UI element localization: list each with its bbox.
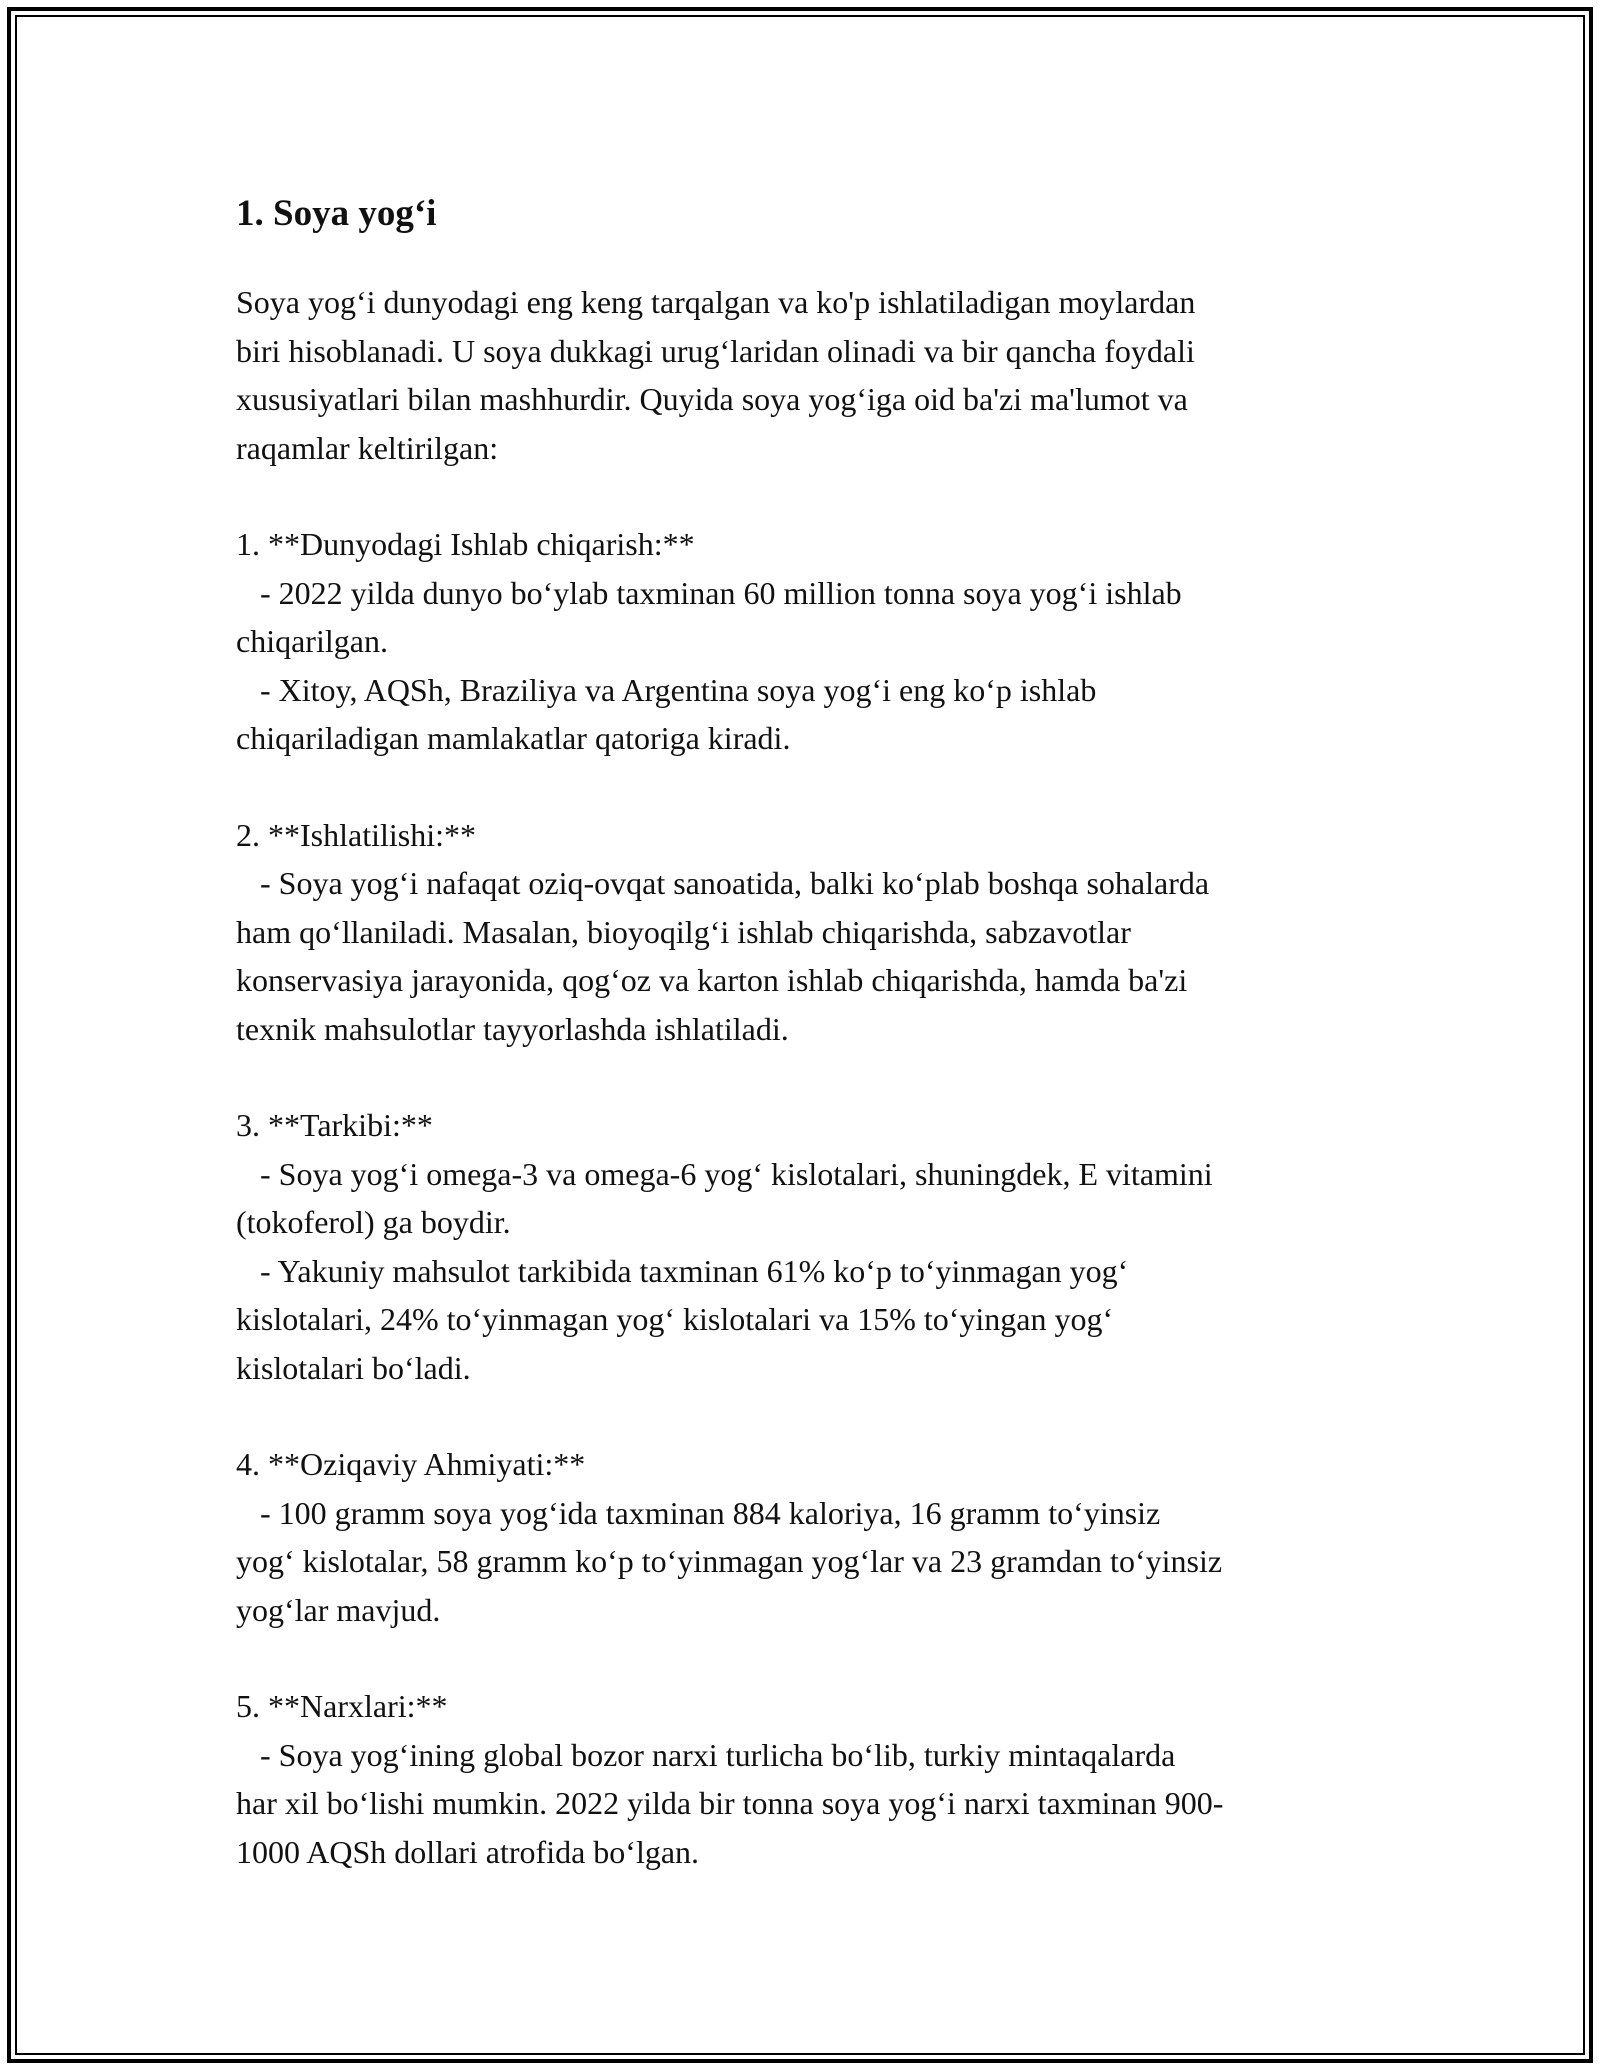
section-line: chiqarilgan. — [236, 623, 388, 659]
intro-line: Soya yog‘i dunyodagi eng keng tarqalgan va ko'p ishlatiladigan moylardan — [236, 284, 1196, 320]
section-line: - Soya yog‘i omega-3 va omega-6 yog‘ kislotalari, shuningdek, E vitamini — [236, 1155, 1213, 1192]
section-line: yog‘lar mavjud. — [236, 1591, 441, 1628]
section-heading: 1. **Dunyodagi Ishlab chiqarish:** — [236, 526, 695, 562]
section-line: kislotalari bo‘ladi. — [236, 1349, 471, 1386]
section-line: yog‘ kislotalar, 58 gramm ko‘p to‘yinmagan yog‘lar va 23 gramdan to‘yinsiz — [236, 1543, 1223, 1579]
section-line: - Xitoy, AQSh, Braziliya va Argentina soya yog‘i eng ko‘p ishlab — [236, 671, 1097, 708]
section-line: - 2022 yilda dunyo bo‘ylab taxminan 60 million tonna soya yog‘i ishlab — [236, 574, 1182, 611]
section-line: 1000 AQSh dollari atrofida bo‘lgan. — [236, 1833, 700, 1870]
section-heading: 2. **Ishlatilishi:** — [236, 816, 476, 853]
section-line: (tokoferol) ga boydir. — [236, 1204, 511, 1240]
section-prices — [236, 1682, 1386, 1876]
section-line: konservasiya jarayonida, qog‘oz va karton ishlab chiqarishda, hamda ba'zi — [236, 962, 1188, 998]
intro-paragraph — [236, 278, 1386, 472]
section-composition — [236, 1101, 1386, 1392]
section-heading: 5. **Narxlari:** — [236, 1688, 448, 1724]
section-line: kislotalari, 24% to‘yinmagan yog‘ kislotalari va 15% to‘yingan yog‘ — [236, 1301, 1114, 1337]
document-body — [236, 190, 1386, 1876]
intro-line: biri hisoblanadi. U soya dukkagi urug‘laridan olinadi va bir qancha foydali — [236, 332, 1195, 369]
section-line: - Yakuniy mahsulot tarkibida taxminan 61% ko‘p to‘yinmagan yog‘ — [236, 1252, 1129, 1289]
intro-line: xususiyatlari bilan mashhurdir. Quyida soya yog‘iga oid ba'zi ma'lumot va — [236, 381, 1188, 417]
section-line: - Soya yog‘ining global bozor narxi turlicha bo‘lib, turkiy mintaqalarda — [236, 1736, 1176, 1773]
section-heading: 3. **Tarkibi:** — [236, 1107, 433, 1143]
section-line: - 100 gramm soya yog‘ida taxminan 884 kaloriya, 16 gramm to‘yinsiz — [236, 1494, 1161, 1531]
section-production — [236, 520, 1386, 763]
section-line: - Soya yog‘i nafaqat oziq-ovqat sanoatida, balki ko‘plab boshqa sohalarda — [236, 865, 1210, 901]
section-line: chiqariladigan mamlakatlar qatoriga kiradi. — [236, 720, 791, 756]
section-line: texnik mahsulotlar tayyorlashda ishlatiladi. — [236, 1010, 789, 1047]
section-heading: 4. **Oziqaviy Ahmiyati:** — [236, 1446, 586, 1482]
section-nutrition — [236, 1440, 1386, 1634]
section-line: har xil bo‘lishi mumkin. 2022 yilda bir tonna soya yog‘i narxi taxminan 900- — [236, 1785, 1224, 1821]
section-usage — [236, 811, 1386, 1054]
page-title: 1. Soya yog‘i — [236, 193, 437, 234]
section-line: ham qo‘llaniladi. Masalan, bioyoqilg‘i ishlab chiqarishda, sabzavotlar — [236, 913, 1131, 950]
intro-line: raqamlar keltirilgan: — [236, 429, 499, 466]
